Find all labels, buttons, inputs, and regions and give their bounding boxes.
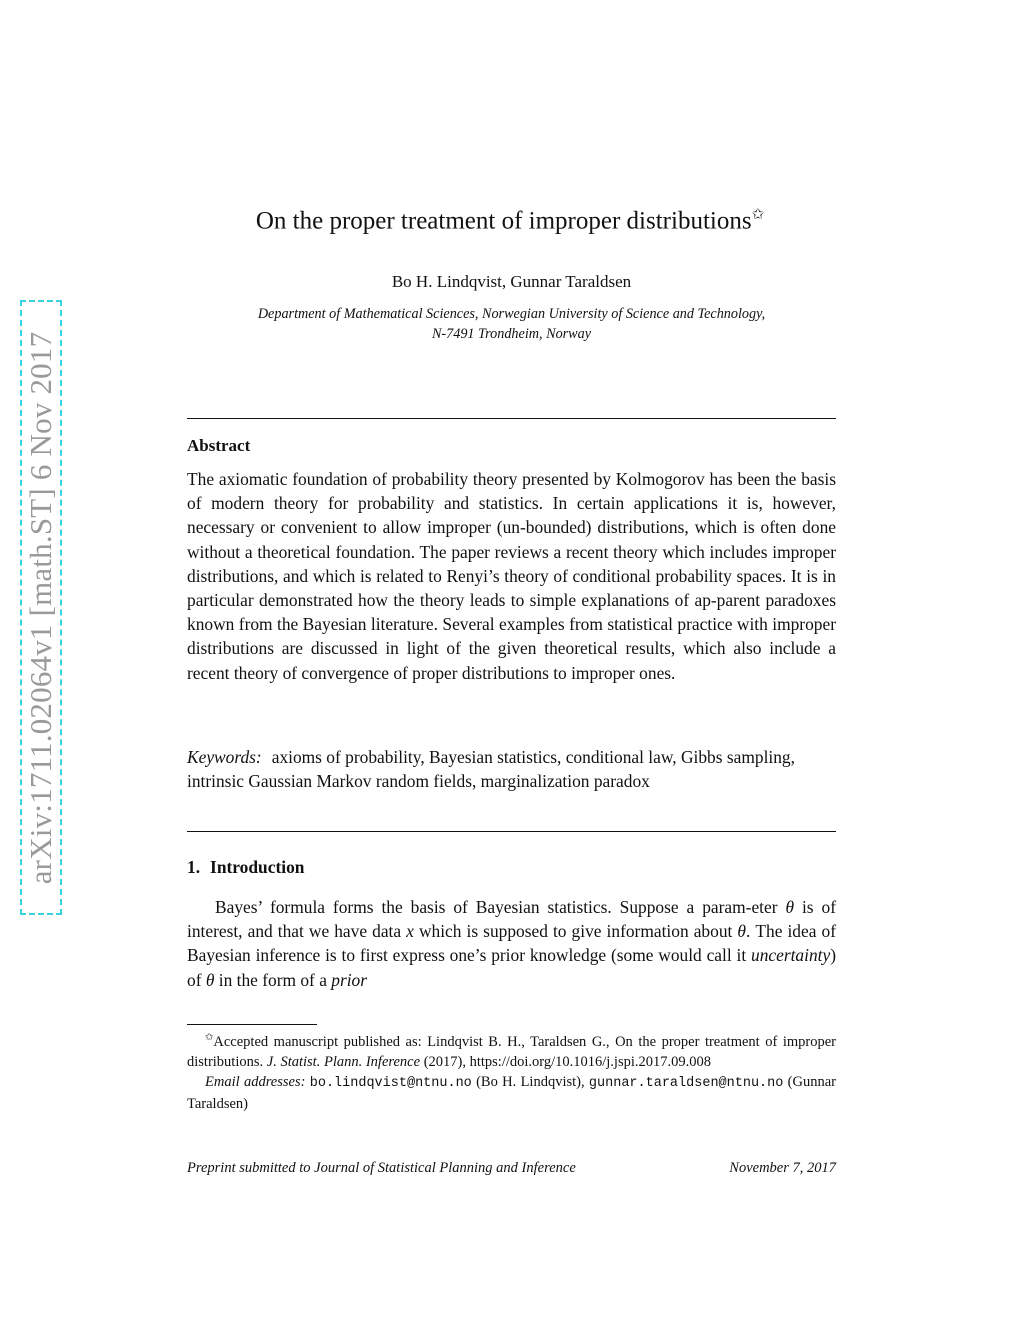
math-x: x <box>406 921 414 942</box>
affiliation-line: Department of Mathematical Sciences, Norwegian University of Science and Technology, <box>257 306 766 322</box>
math-theta: θ <box>737 921 746 942</box>
keywords <box>187 745 836 793</box>
text-run: (Gunnar Taraldsen) <box>187 1074 836 1113</box>
text-run: in the form of a <box>214 969 332 990</box>
abstract-heading: Abstract <box>187 436 251 455</box>
text-run: Accepted manuscript published as: Lindqvist B. H., Taraldsen G., On the proper treatment of improper distributions. <box>187 1033 836 1071</box>
email-link[interactable]: bo.lindqvist@ntnu.no <box>309 1076 472 1092</box>
title-footnote-mark: ✩ <box>751 207 765 223</box>
abstract-bottom-rule <box>187 831 836 832</box>
email-label: Email addresses: <box>205 1074 306 1091</box>
arxiv-stamp <box>20 300 62 915</box>
text-run: . The idea of Bayesian inference is to first express one’s prior knowledge (some would call it <box>187 921 836 966</box>
text-run: Bayes’ formula forms the basis of Bayesian statistics. Suppose a param-eter <box>215 897 786 917</box>
section-number: 1. <box>187 857 201 877</box>
text-run: which is supposed to give information about <box>413 921 738 942</box>
keywords-text: axioms of probability, Bayesian statistics, conditional law, Gibbs sampling, intrinsic Gaussian Markov random fields, marginalization paradox <box>187 747 795 792</box>
email-link[interactable]: gunnar.taraldsen@ntnu.no <box>588 1076 784 1092</box>
text-run: is of interest, and that we have data <box>187 897 836 942</box>
text-run: (2017), https://doi.org/10.1016/j.jspi.2017.09.008 <box>420 1054 712 1071</box>
footer-preprint: Preprint submitted to Journal of Statistical Planning and Inference <box>187 1160 576 1176</box>
paper-title <box>160 205 860 235</box>
math-theta: θ <box>785 897 795 917</box>
footnote-accepted <box>187 1028 836 1072</box>
abstract-top-rule <box>187 418 836 419</box>
section-title: Introduction <box>210 857 305 877</box>
footnotes <box>187 1028 836 1115</box>
journal-name: J. Statist. Plann. Inference <box>266 1054 421 1071</box>
emphasis-uncertainty: uncertainty <box>751 945 831 966</box>
text-run: (Bo H. Lindqvist), <box>471 1074 585 1091</box>
section-heading <box>187 857 304 878</box>
affiliation-line: N-7491 Trondheim, Norway <box>431 326 592 342</box>
math-theta: θ <box>205 969 215 990</box>
authors: Bo H. Lindqvist, Gunnar Taraldsen <box>391 272 632 291</box>
footnote-emails <box>187 1072 836 1114</box>
title-text: On the proper treatment of improper distributions <box>255 207 752 235</box>
abstract-body: The axiomatic foundation of probability theory presented by Kolmogorov has been the basis of modern theory for probability and statistics. In certain applications it is, however, necessary or convenient to allow improper (un-bounded) distributions, which is often done without a theoretical foundation. The paper reviews a recent theory which includes improper distributions, and which is related to Renyi’s theory of conditional probability spaces. It is in particular demonstrated how the theory leads to simple explanations of ap-parent paradoxes known from the Bayesian literature. Several examples from statistical practice with improper distributions are discussed in light of the given theoretical results, which also include a recent theory of convergence of proper distributions to improper ones. <box>187 469 836 683</box>
text-run: ) of <box>187 945 836 990</box>
footnote-rule <box>187 1024 317 1025</box>
page-footer <box>187 1160 836 1177</box>
arxiv-identifier: arXiv:1711.02064v1 [math.ST] 6 Nov 2017 <box>23 331 58 884</box>
intro-paragraph <box>187 895 836 992</box>
footer-date: November 7, 2017 <box>729 1160 836 1176</box>
emphasis-prior: prior <box>331 969 368 990</box>
affiliation <box>180 304 843 344</box>
footnote-mark: ✩ <box>205 1032 214 1043</box>
keywords-label: Keywords: <box>187 747 262 767</box>
